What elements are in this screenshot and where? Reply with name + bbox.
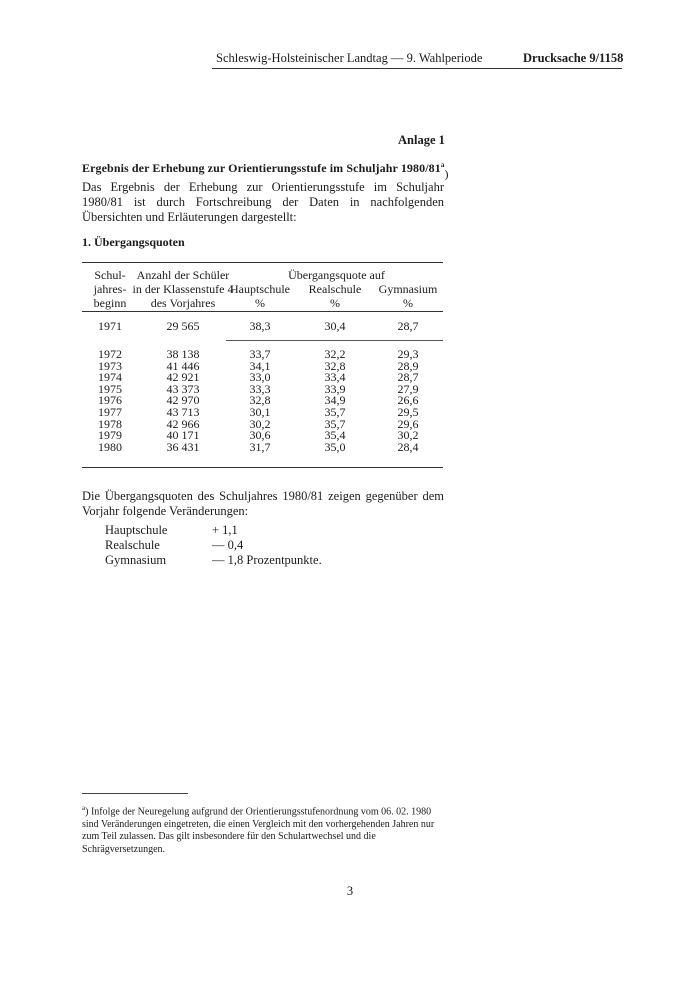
title-footnote-mark: a [440, 161, 445, 169]
cell-realschule: 35,7 [324, 405, 346, 419]
document-title [82, 161, 449, 181]
cell-year: 1978 [98, 416, 122, 431]
cell-year: 1979 [98, 428, 122, 443]
col-header-pupils: Anzahl der Schüler in der Klassenstufe 4 des Vorjahres [132, 268, 234, 310]
cell-gymnasium: 29,5 [397, 405, 419, 419]
cell-gymnasium: 28,7 [397, 370, 419, 385]
footnote-mark: a [82, 804, 86, 812]
cell-gymnasium: 28,9 [397, 358, 419, 373]
cell-realschule: 34,9 [324, 393, 346, 408]
cell-hauptschule: 30,1 [249, 405, 271, 419]
cell-gymnasium: 26,6 [397, 393, 419, 408]
col-header-hauptschule: Hauptschule % [230, 282, 290, 310]
document-number: Drucksache 9/1158 [523, 51, 624, 65]
cell-hauptschule: 38,3 [249, 319, 271, 333]
cell-gymnasium: 27,9 [397, 381, 419, 396]
cell-hauptschule: 31,7 [249, 439, 271, 454]
cell-pupils: 41 446 [166, 358, 200, 373]
table-section-separator [226, 340, 443, 341]
cell-gymnasium: 28,4 [397, 439, 419, 454]
changes-paragraph: Die Übergangsquoten des Schuljahres 1980/81 zeigen gegenüber dem Vorjahr folgende Veränderungen: [82, 489, 444, 518]
cell-year: 1974 [98, 370, 122, 385]
footnote-paren: ) [85, 806, 89, 818]
cell-pupils: 43 713 [166, 405, 200, 419]
cell-year: 1975 [98, 381, 122, 396]
cell-year: 1972 [98, 347, 122, 361]
annex-label: Anlage 1 [398, 133, 445, 147]
cell-hauptschule: 30,2 [249, 416, 271, 431]
change-value: + 1,1 [212, 523, 238, 537]
table-bottom-rule [82, 467, 443, 468]
cell-realschule: 33,9 [324, 381, 346, 396]
change-value: — 0,4 [212, 538, 244, 552]
cell-pupils: 29 565 [166, 319, 200, 333]
cell-year: 1976 [98, 393, 122, 408]
cell-realschule: 35,4 [324, 428, 346, 443]
footnote [82, 802, 444, 856]
cell-hauptschule: 32,8 [249, 393, 271, 408]
cell-pupils: 42 966 [166, 416, 200, 431]
cell-realschule: 30,4 [324, 319, 346, 333]
page-number: 3 [346, 884, 354, 898]
cell-hauptschule: 30,6 [249, 428, 271, 443]
title-footnote-paren: ) [444, 167, 449, 181]
cell-realschule: 32,2 [324, 347, 346, 361]
cell-gymnasium: 28,7 [397, 319, 419, 333]
change-label: Realschule [105, 538, 160, 552]
cell-gymnasium: 29,6 [397, 416, 419, 431]
cell-pupils: 43 373 [166, 381, 200, 396]
running-header-title: Schleswig-Holsteinischer Landtag — 9. Wahlperiode [216, 51, 483, 65]
footnote-text: Infolge der Neuregelung aufgrund der Orientierungsstufenordnung vom 06. 02. 1980 sind Veränderungen eingetreten, die einen Vergleich mit den vorhergehenden Jahren nur zum Teil zulassen. Das gilt insbesondere für den Schulartwechsel und die Schrägversetzungen. [82, 806, 435, 855]
cell-pupils: 36 431 [166, 439, 200, 454]
col-group-header-transfer-rate: Übergangsquote auf [288, 268, 385, 282]
cell-hauptschule: 33,7 [249, 347, 271, 361]
col-header-year: Schul- jahres- beginn [93, 268, 127, 310]
change-value: — 1,8 Prozentpunkte. [212, 553, 322, 567]
cell-realschule: 35,0 [324, 439, 346, 454]
cell-realschule: 35,7 [324, 416, 346, 431]
cell-hauptschule: 33,0 [249, 370, 271, 385]
cell-realschule: 32,8 [324, 358, 346, 373]
cell-hauptschule: 34,1 [249, 358, 271, 373]
change-label: Gymnasium [105, 553, 167, 567]
footnote-rule [82, 793, 188, 794]
cell-hauptschule: 33,3 [249, 381, 271, 396]
cell-pupils: 42 921 [166, 370, 200, 385]
section-heading: 1. Übergangsquoten [82, 235, 185, 249]
title-text: Ergebnis der Erhebung zur Orientierungsstufe im Schuljahr 1980/81 [82, 161, 441, 175]
cell-year: 1973 [98, 358, 122, 373]
cell-realschule: 33,4 [324, 370, 346, 385]
cell-year: 1977 [98, 405, 122, 419]
intro-paragraph: Das Ergebnis der Erhebung zur Orientierungsstufe im Schuljahr 1980/81 ist durch Fortschreibung der Daten in nachfolgenden Übersichten und Erläuterungen dargestellt: [82, 180, 444, 224]
table-top-rule [82, 262, 443, 263]
header-rule [212, 68, 622, 69]
cell-year: 1971 [98, 319, 122, 333]
cell-year: 1980 [98, 439, 122, 454]
col-header-realschule: Realschule % [308, 282, 362, 310]
cell-pupils: 40 171 [166, 428, 200, 443]
change-label: Hauptschule [105, 523, 168, 537]
cell-pupils: 42 970 [166, 393, 200, 408]
cell-gymnasium: 29,3 [397, 347, 419, 361]
cell-gymnasium: 30,2 [397, 428, 419, 443]
table-header-rule [82, 311, 443, 312]
col-header-gymnasium: Gymnasium % [378, 282, 438, 310]
cell-pupils: 38 138 [166, 347, 200, 361]
